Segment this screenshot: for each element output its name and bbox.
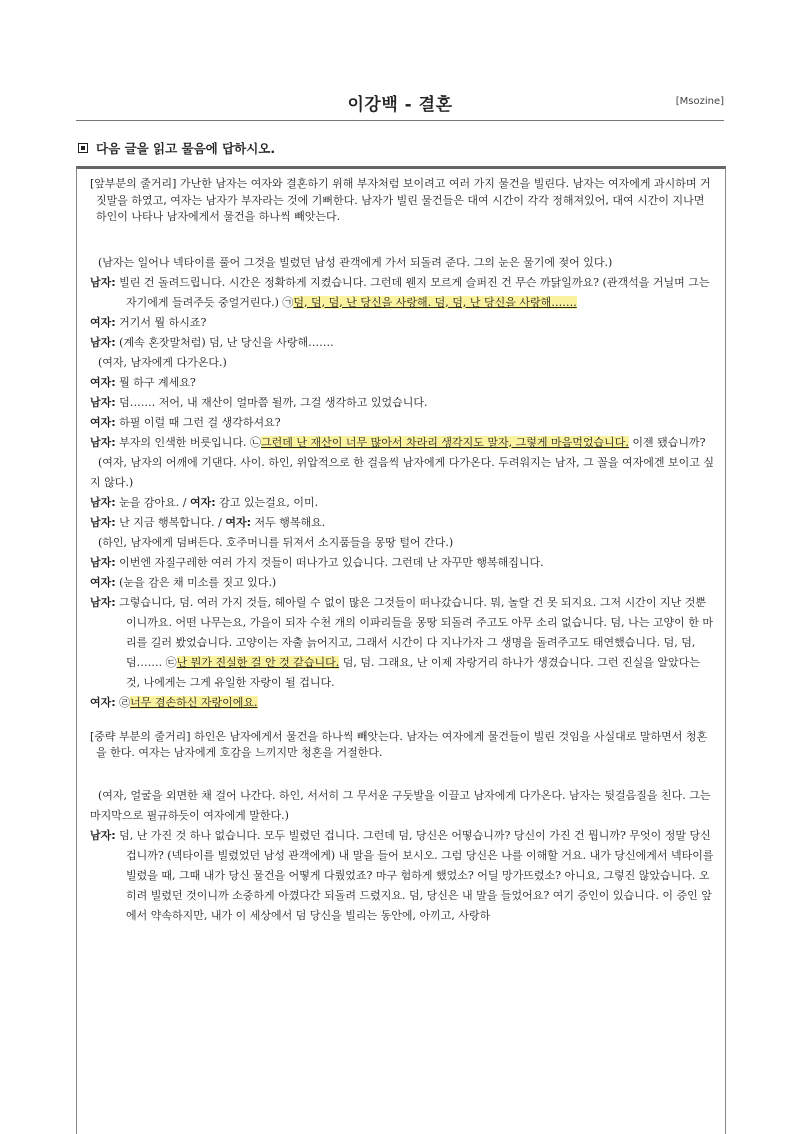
script-body-2 [90, 786, 716, 926]
source-tag: [Msozine] [675, 96, 724, 107]
summary-mid: [중략 부분의 줄거리] 하인은 남자에게서 물건을 하나씩 빼앗는다. 남자는 여자에게 물건들이 빌린 것임을 사실대로 말하면서 청혼을 한다. 여자는 남자에게 호감을 느끼지만 청혼을 거절한다. [90, 729, 708, 759]
dialogue-line: 여자: 하필 이럴 때 그런 걸 생각하셔요? [90, 415, 281, 429]
dialogue-line: 남자: (계속 혼잣말처럼) 덤, 난 당신을 사랑해……. [90, 335, 334, 349]
dialogue-line: 여자: 뭘 하구 계세요? [90, 375, 196, 389]
highlight-d: 너무 겸손하신 자랑이에요. [130, 695, 258, 709]
dialogue-line: 여자: 거기서 뭘 하시죠? [90, 315, 207, 329]
highlight-b: 그런데 난 재산이 너무 많아서 차라리 생각지도 말자, 그렇게 마음먹었습니다. [261, 435, 629, 449]
stage-direction-4: (하인, 남자에게 덤벼든다. 호주머니를 뒤져서 소지품들을 몽땅 털어 간다.) [98, 535, 454, 549]
dialogue-line: 남자: 눈을 감아요. / 여자: 감고 있는걸요, 이미. [90, 495, 319, 509]
document-title: 이강백 - 결혼 [347, 95, 453, 115]
script-body [90, 253, 716, 713]
highlight-c: 난 뭔가 진실한 걸 안 것 같습니다. [176, 655, 340, 669]
stage-direction-1: (남자는 일어나 넥타이를 풀어 그것을 빌렸던 남성 관객에게 가서 되돌려 준다. 그의 눈은 물기에 젖어 있다.) [98, 255, 613, 269]
dialogue-line: 남자: 이번엔 자질구레한 여러 가지 것들이 떠나가고 있습니다. 그런데 난 자꾸만 행복해집니다. [90, 555, 544, 569]
dialogue-line: 남자: 덤, 난 가진 것 하나 없습니다. 모두 빌렸던 겁니다. 그런데 덤, 당신은 어떻습니까? 당신이 가진 건 뭡니까? 무엇이 정말 당신 겁니까? (넥타이를 빌렸었던 남성 관객에게) 내 말을 들어 보시오. 그럼 당신은 나를 이해할 거요. 내가 당신에게서 넥타이를 빌렸을 때, 그때 내가 당신 물건을 어떻게 다뤘었죠? 마구 험하게 했었소? 어딜 망가뜨렸소? 아니요, 그렇진 않았습니다. 오히려 빌렸던 것이니까 소중하게 아꼈다간 되돌려 드렸지요. 덤, 당신은 내 말을 들었어요? 여기 증인이 있습니다. 이 증인 앞에서 약속하지만, 내가 이 세상에서 덤 당신을 빌리는 동안에, 아끼고, 사랑하 [90, 828, 714, 922]
stage-direction-2: (여자, 남자에게 다가온다.) [98, 355, 227, 369]
checkbox-icon [78, 143, 88, 153]
dialogue-line: 여자: ㉣너무 겸손하신 자랑이에요. [90, 695, 258, 709]
title-rule [76, 120, 724, 121]
dialogue-line: 남자: 난 지금 행복합니다. / 여자: 저두 행복해요. [90, 515, 326, 529]
stage-direction-5: (여자, 얼굴을 외면한 채 걸어 나간다. 하인, 서서히 그 무서운 구둣발을 이끌고 남자에게 다가온다. 남자는 뒷걸음질을 친다. 그는 마지막으로 필규하듯이 여자에게 말한다.) [90, 788, 711, 822]
summary-front: [앞부분의 줄거리] 가난한 남자는 여자와 결혼하기 위해 부자처럼 보이려고 여러 가지 물건을 빌린다. 남자는 여자에게 과시하며 거짓말을 하였고, 여자는 남자가 부자라는 것에 기뻐한다. 남자가 빌린 물건들은 대여 시간이 각각 정해져있어, 대여 시간이 지나면 하인이 나타나 남자에게서 물건을 하나씩 빼앗는다. [90, 177, 711, 223]
dialogue-line: 남자: 부자의 인색한 버릇입니다. ㉡그런데 난 재산이 너무 많아서 차라리 생각지도 말자, 그렇게 마음먹었습니다. 이젠 됐습니까? [90, 435, 706, 449]
dialogue-line: 여자: (눈을 감은 채 미소를 짓고 있다.) [90, 575, 277, 589]
instruction [78, 139, 275, 157]
dialogue-line: 남자: 빌린 건 돌려드립니다. 시간은 정확하게 지켰습니다. 그런데 웬지 모르게 슬퍼진 건 무슨 까닭일까요? (관객석을 거닐며 그는자기에게 들려주듯 중얼거린다.) ㉠덤, 덤, 덤, 난 당신을 사랑해. 덤, 덤, 난 당신을 사랑해……. [90, 275, 710, 309]
stage-direction-3: (여자, 남자의 어깨에 기댄다. 사이. 하인, 위압적으로 한 걸음씩 남자에게 다가온다. 두려워지는 남자, 그 꼴을 여자에겐 보이고 싶지 않다.) [90, 455, 715, 489]
dialogue-line: 남자: 덤……. 저어, 내 재산이 얼마쯤 될까, 그걸 생각하고 있었습니다. [90, 395, 428, 409]
passage-content [90, 176, 716, 926]
dialogue-line: 남자: 그렇습니다, 덤. 여러 가지 것들, 헤아릴 수 없이 많은 그것들이 떠나갔습니다. 뭐, 놀랄 건 못 되지요. 그저 시간이 지난 것뿐이니까요. 어떤 나무는요, 가을이 되자 수천 개의 이파리들을 몽땅 되돌려 주고도 아무 소리 없습니다. 덤, 나는 고양이 한 마리를 길러 봤었습니다. 고양이는 자출 늙어지고, 그래서 시간이 다 지나가자 그 생명을 돌려주고도 태연했습니다. 덤, 덤, 덤……. ㉢난 뭔가 진실한 걸 안 것 같습니다. 덤, 덤. 그래요, 난 이제 자랑거리 하나가 생겼습니다. 그런 진실을 알았다는 것, 나에게는 그게 유일한 자랑이 될 겁니다. [90, 595, 713, 689]
highlight-a: 덤, 덤, 덤, 난 당신을 사랑해. 덤, 덤, 난 당신을 사랑해……. [293, 295, 577, 309]
instruction-text: 다음 글을 읽고 물음에 답하시오. [96, 141, 276, 156]
